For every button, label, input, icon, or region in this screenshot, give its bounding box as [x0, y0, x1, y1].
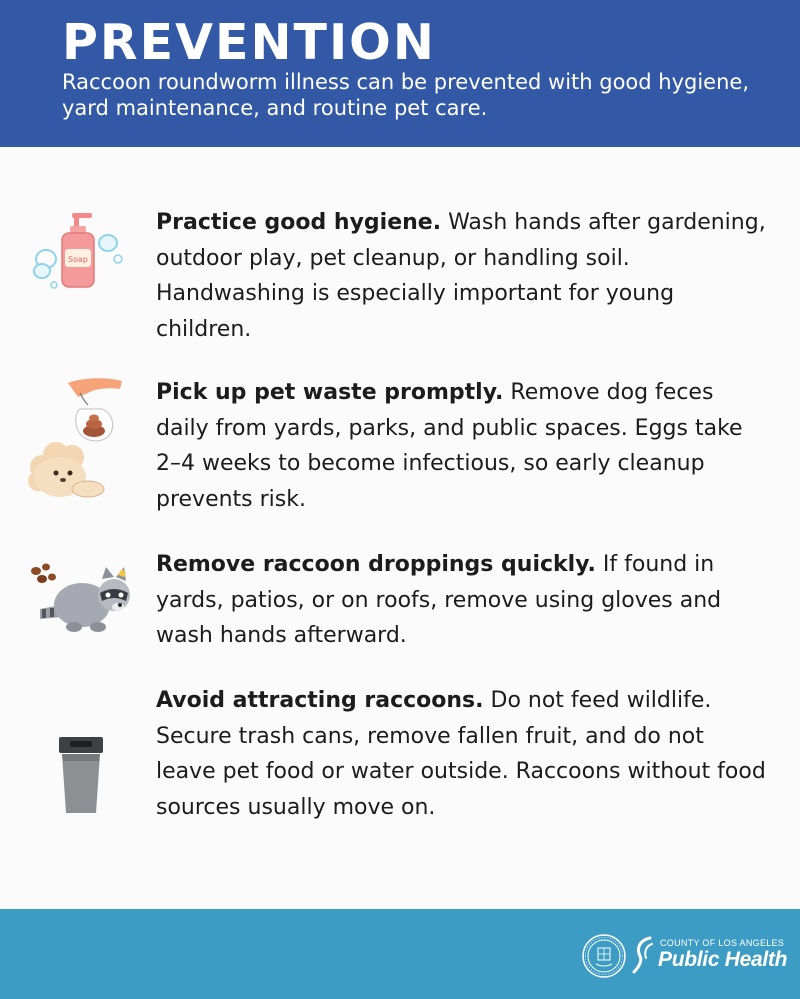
tip-text: [156, 683, 766, 825]
raccoon-icon: [26, 563, 134, 637]
tip-text: [156, 547, 766, 654]
page-subtitle: Raccoon roundworm illness can be prevented with good hygiene, yard maintenance, and routine pet care.: [62, 70, 750, 120]
tip-heading: Pick up pet waste promptly.: [156, 380, 504, 405]
tip-text: [156, 205, 766, 347]
tip-heading: Remove raccoon droppings quickly.: [156, 552, 596, 577]
tip-heading: Practice good hygiene.: [156, 210, 442, 235]
tip-body: Do not feed wildlife. Secure trash cans, remove fallen fruit, and do not leave pet food or water outside. Raccoons without food sources usually move on.: [156, 688, 766, 820]
header-banner: [0, 0, 800, 147]
soap-dispenser-icon: [32, 211, 124, 297]
svg-text:Soap: Soap: [68, 255, 88, 264]
page-title: PREVENTION: [62, 14, 436, 71]
tip-body: If found in yards, patios, or on roofs, remove using gloves and wash hands afterward.: [156, 552, 722, 648]
dog-waste-bag-icon: [28, 375, 132, 503]
logo-county-text: COUNTY OF LOS ANGELES: [660, 938, 785, 948]
tip-heading: Avoid attracting raccoons.: [156, 688, 484, 713]
public-health-logo-icon: [630, 936, 658, 978]
county-seal-icon: [582, 934, 626, 982]
tip-body: Remove dog feces daily from yards, parks, and public spaces. Eggs take 2–4 weeks to become infectious, so early cleanup prevents risk.: [156, 380, 743, 512]
tip-body: Wash hands after gardening, outdoor play, pet cleanup, or handling soil. Handwashing is especially important for young children.: [156, 210, 766, 342]
logo-public-health-text: Public Health: [658, 948, 788, 971]
tip-text: [156, 375, 766, 517]
trash-can-icon: [58, 737, 104, 817]
